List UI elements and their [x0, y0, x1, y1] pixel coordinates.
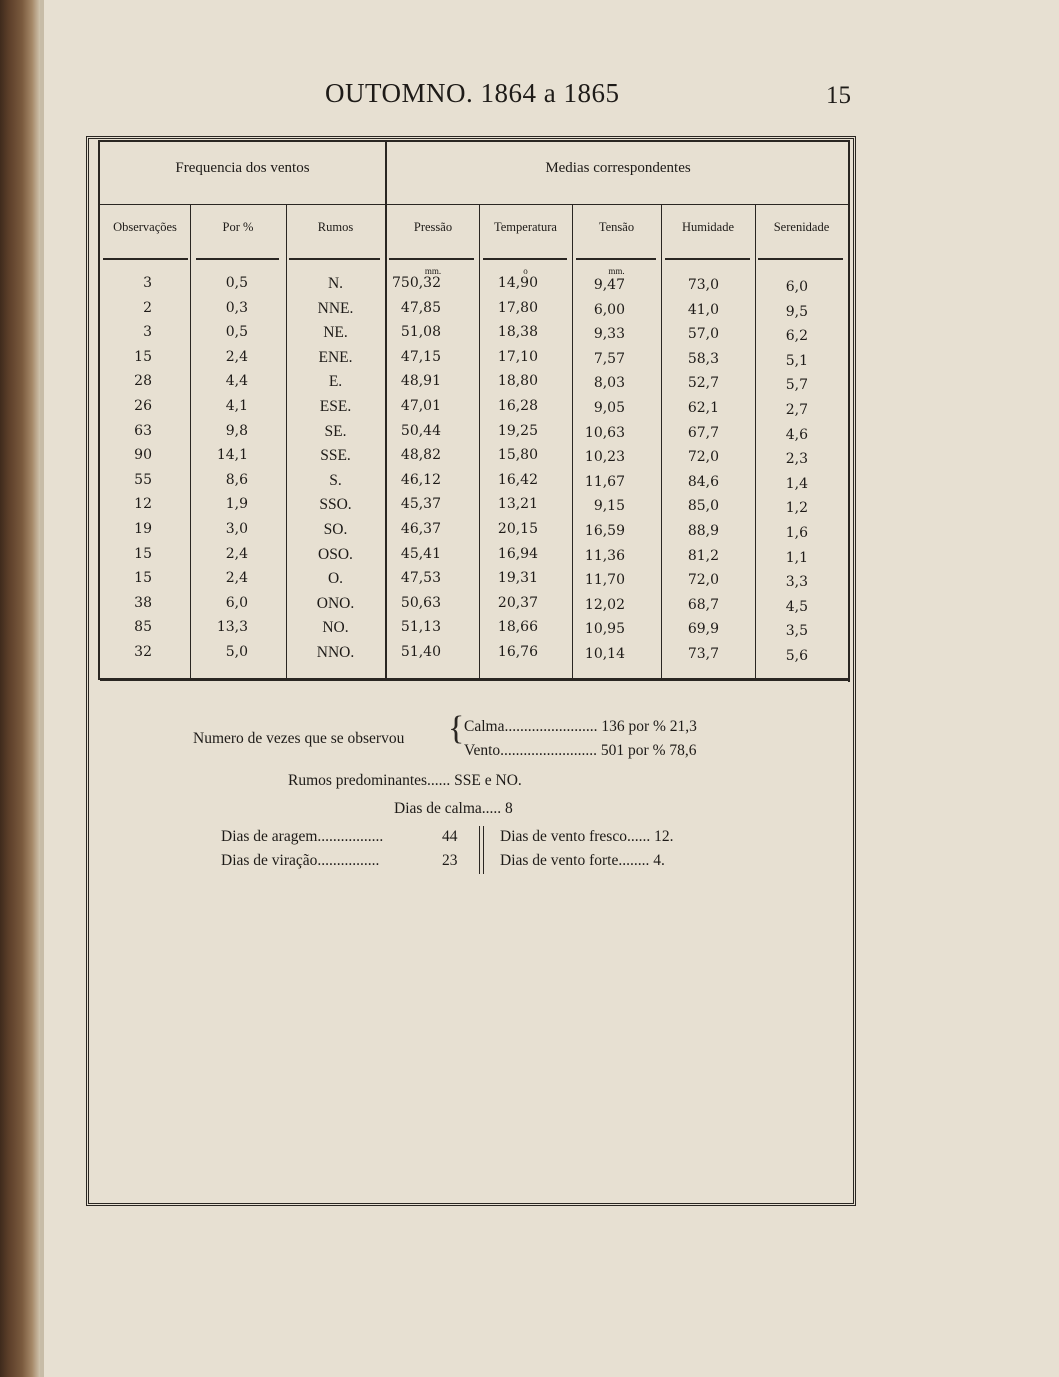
table-cell-serenidade: 5,6: [785, 648, 808, 664]
table-cell-tensao: 9,33: [593, 326, 625, 343]
table-cell-rumos: ESE.: [319, 398, 352, 415]
table-cell-pressao: 51,08: [400, 324, 441, 341]
page-header: [0, 78, 1059, 118]
column-header-pressao: Pressão: [413, 220, 453, 234]
table-cell-por-cento: 0,5: [225, 324, 248, 341]
table-cell-por-cento: 14,1: [216, 447, 248, 464]
column-header-rule: [289, 258, 380, 260]
table-cell-temperatura: 13,21: [497, 496, 538, 513]
table-cell-pressao: 47,53: [400, 570, 441, 587]
table-cell-pressao: 48,91: [400, 373, 441, 390]
table-cell-tensao: 9,05: [593, 400, 625, 416]
table-cell-rumos: NNO.: [316, 644, 355, 661]
table-cell-observacoes: 32: [134, 644, 152, 660]
table-cell-observacoes: 63: [134, 422, 152, 439]
column-header-rule: [758, 258, 843, 260]
table-cell-serenidade: 5,7: [785, 377, 808, 394]
table-cell-tensao: 7,57: [593, 350, 625, 367]
table-cell-pressao: 47,15: [400, 348, 441, 365]
column-header-rumos: Rumos: [317, 220, 354, 234]
page-edge: [40, 0, 44, 1377]
table-cell-serenidade: 5,1: [785, 352, 808, 369]
table-cell-pressao: 45,41: [400, 545, 441, 562]
table-cell-tensao: 10,95: [584, 621, 625, 638]
column-header-tensao: Tensão: [598, 220, 635, 234]
table-cell-temperatura: 19,31: [497, 570, 538, 587]
dias-viracao-label: Dias de viração................: [221, 852, 380, 869]
table-cell-por-cento: 13,3: [216, 619, 248, 636]
table-cell-observacoes: 12: [134, 496, 152, 513]
table-cell-temperatura: 16,94: [497, 545, 538, 562]
table-cell-tensao: 12,02: [584, 596, 625, 613]
table-cell-rumos: SSO.: [319, 496, 352, 514]
table-cell-humidade: 72,0: [687, 449, 719, 466]
table-cell-serenidade: 1,6: [785, 525, 808, 541]
table-cell-humidade: 84,6: [687, 473, 719, 490]
table-cell-temperatura: 20,15: [497, 521, 538, 537]
table-cell-rumos: NO.: [322, 619, 349, 637]
table-cell-observacoes: 38: [134, 594, 152, 611]
table-cell-serenidade: 2,7: [785, 402, 808, 418]
table-cell-observacoes: 15: [134, 545, 152, 562]
book-binding: [0, 0, 40, 1377]
table-cell-temperatura: 18,66: [497, 619, 538, 636]
unit-mark-pressure: mm.: [424, 266, 442, 276]
table-cell-serenidade: 1,4: [785, 475, 808, 492]
table-cell-observacoes: 15: [134, 570, 152, 587]
column-header-rule: [483, 258, 567, 260]
calma-line: Calma........................ 136 por % 21,3: [464, 718, 697, 735]
table-cell-humidade: 58,3: [687, 350, 719, 367]
table-cell-pressao: 50,63: [400, 594, 441, 611]
table-cell-observacoes: 3: [143, 324, 152, 341]
table-cell-por-cento: 3,0: [225, 521, 248, 537]
table-cell-tensao: 10,23: [584, 449, 625, 466]
table-cell-por-cento: 1,9: [225, 496, 248, 513]
table-cell-pressao: 51,13: [400, 619, 441, 636]
vento-line: Vento......................... 501 por % 78,6: [464, 742, 697, 759]
table-cell-rumos: ONO.: [316, 594, 355, 612]
table-cell-rumos: SE.: [324, 422, 347, 440]
table-cell-por-cento: 4,4: [225, 373, 248, 390]
table-cell-rumos: SSE.: [320, 447, 351, 465]
table-cell-tensao: 9,47: [593, 277, 625, 293]
dias-aragem-label: Dias de aragem.................: [221, 828, 384, 845]
table-cell-rumos: S.: [329, 471, 342, 489]
brace-symbol: {: [448, 710, 465, 747]
table-cell-humidade: 73,7: [687, 646, 719, 662]
table-cell-tensao: 11,70: [584, 572, 625, 589]
table-cell-tensao: 8,03: [593, 375, 625, 392]
table-cell-observacoes: 26: [134, 398, 152, 414]
table-cell-pressao: 47,01: [400, 398, 441, 414]
column-header-rule: [196, 258, 279, 260]
table-cell-pressao: 750,32: [392, 275, 441, 291]
table-cell-tensao: 6,00: [593, 301, 625, 318]
table-cell-observacoes: 19: [134, 521, 152, 537]
table-cell-rumos: ENE.: [318, 348, 353, 366]
table-cell-temperatura: 19,25: [497, 422, 538, 439]
table-cell-tensao: 10,63: [584, 424, 625, 441]
group-header-medias: Medias correspondentes: [545, 160, 691, 176]
table-cell-humidade: 81,2: [687, 547, 719, 564]
table-cell-pressao: 46,12: [400, 471, 441, 488]
table-cell-observacoes: 15: [134, 348, 152, 365]
table-cell-por-cento: 2,4: [225, 348, 248, 365]
table-cell-pressao: 46,37: [400, 521, 441, 537]
table-cell-humidade: 52,7: [687, 375, 719, 392]
double-bar-right: [483, 826, 484, 874]
table-cell-humidade: 67,7: [687, 424, 719, 441]
rumos-predominantes-line: Rumos predominantes...... SSE e NO.: [288, 772, 522, 789]
group-header-rule: [98, 204, 850, 205]
table-cell-serenidade: 9,5: [785, 303, 808, 320]
table-cell-serenidade: 6,2: [785, 328, 808, 345]
table-cell-humidade: 69,9: [687, 621, 719, 638]
table-cell-humidade: 57,0: [687, 326, 719, 343]
table-cell-por-cento: 4,1: [225, 398, 248, 414]
table-cell-temperatura: 14,90: [497, 275, 538, 291]
table-cell-observacoes: 28: [134, 373, 152, 390]
table-cell-serenidade: 4,5: [785, 598, 808, 615]
page-frame: [86, 136, 856, 1206]
unit-mark-tension: mm.: [608, 266, 625, 276]
dias-calma-line: Dias de calma..... 8: [394, 800, 513, 817]
table-cell-tensao: 10,14: [584, 646, 625, 662]
table-cell-serenidade: 6,0: [785, 279, 808, 295]
table-cell-tensao: 11,36: [584, 547, 625, 564]
table-cell-rumos: NE.: [323, 324, 348, 342]
dias-aragem-value: 44: [442, 828, 458, 845]
table-cell-temperatura: 16,42: [497, 471, 538, 488]
group-header-frequencia: Frequencia dos ventos: [175, 160, 310, 176]
table-cell-humidade: 41,0: [687, 301, 719, 318]
table-cell-humidade: 73,0: [687, 277, 719, 293]
double-bar-left: [479, 826, 480, 874]
table-cell-rumos: NNE.: [317, 299, 354, 317]
table-cell-por-cento: 9,8: [225, 422, 248, 439]
table-cell-pressao: 51,40: [400, 644, 441, 660]
table-cell-rumos: OSO.: [318, 545, 353, 563]
dias-viracao-value: 23: [442, 852, 458, 869]
column-header-por-cento: Por %: [222, 220, 254, 234]
table-cell-serenidade: 3,3: [785, 574, 808, 591]
table-cell-observacoes: 55: [134, 471, 152, 488]
table-cell-observacoes: 90: [134, 447, 152, 464]
column-header-serenidade: Serenidade: [773, 220, 830, 234]
table-bottom-rule: [100, 678, 850, 681]
table-cell-por-cento: 5,0: [225, 644, 248, 660]
table-cell-temperatura: 17,80: [497, 299, 538, 316]
table-cell-serenidade: 1,1: [785, 549, 808, 566]
page-number: 15: [826, 82, 851, 109]
table-cell-observacoes: 3: [143, 275, 152, 291]
table-cell-humidade: 88,9: [687, 523, 719, 539]
column-header-rule: [389, 258, 474, 260]
table-cell-tensao: 16,59: [584, 523, 625, 539]
table-cell-por-cento: 2,4: [225, 570, 248, 587]
table-cell-temperatura: 15,80: [497, 447, 538, 464]
column-header-humidade: Humidade: [681, 220, 735, 234]
table-cell-serenidade: 3,5: [785, 623, 808, 640]
table-cell-pressao: 50,44: [400, 422, 441, 439]
table-cell-temperatura: 16,76: [497, 644, 538, 660]
column-header-rule: [103, 258, 188, 260]
table-cell-serenidade: 1,2: [785, 500, 808, 517]
page-title: OUTOMNO. 1864 a 1865: [325, 78, 620, 108]
table-cell-humidade: 85,0: [687, 498, 719, 515]
table-cell-humidade: 72,0: [687, 572, 719, 589]
table-cell-observacoes: 2: [143, 299, 152, 316]
table-cell-temperatura: 18,38: [497, 324, 538, 341]
table-cell-serenidade: 2,3: [785, 451, 808, 468]
table-cell-por-cento: 6,0: [225, 594, 248, 611]
table-cell-humidade: 68,7: [687, 596, 719, 613]
column-header-rule: [665, 258, 750, 260]
table-cell-pressao: 45,37: [400, 496, 441, 513]
table-cell-temperatura: 20,37: [497, 594, 538, 611]
table-cell-temperatura: 16,28: [497, 398, 538, 414]
dias-vento-forte-line: Dias de vento forte........ 4.: [500, 852, 665, 869]
table-cell-serenidade: 4,6: [785, 426, 808, 443]
table-cell-por-cento: 8,6: [225, 471, 248, 488]
table-cell-por-cento: 0,3: [225, 299, 248, 316]
table-right-rule: [848, 142, 850, 682]
table-cell-pressao: 47,85: [400, 299, 441, 316]
observed-label: Numero de vezes que se observou: [193, 730, 405, 747]
table-cell-rumos: SO.: [323, 521, 348, 538]
table-cell-tensao: 9,15: [593, 498, 625, 515]
table-cell-rumos: E.: [328, 373, 343, 391]
table-top-rule: [98, 140, 850, 142]
table-cell-rumos: O.: [327, 570, 344, 588]
table-cell-observacoes: 85: [134, 619, 152, 636]
table-cell-rumos: N.: [327, 275, 344, 292]
table-cell-humidade: 62,1: [687, 400, 719, 416]
table-cell-temperatura: 17,10: [497, 348, 538, 365]
table-cell-por-cento: 2,4: [225, 545, 248, 562]
column-header-rule: [576, 258, 656, 260]
table-cell-tensao: 11,67: [584, 473, 625, 490]
table-cell-por-cento: 0,5: [225, 275, 248, 291]
table-cell-temperatura: 18,80: [497, 373, 538, 390]
unit-mark-temperature: o: [523, 266, 528, 276]
table-cell-pressao: 48,82: [400, 447, 441, 464]
dias-vento-fresco-line: Dias de vento fresco...... 12.: [500, 828, 674, 845]
column-header-observacoes: Observações: [113, 220, 177, 234]
column-header-temperatura: Temperatura: [494, 220, 557, 234]
